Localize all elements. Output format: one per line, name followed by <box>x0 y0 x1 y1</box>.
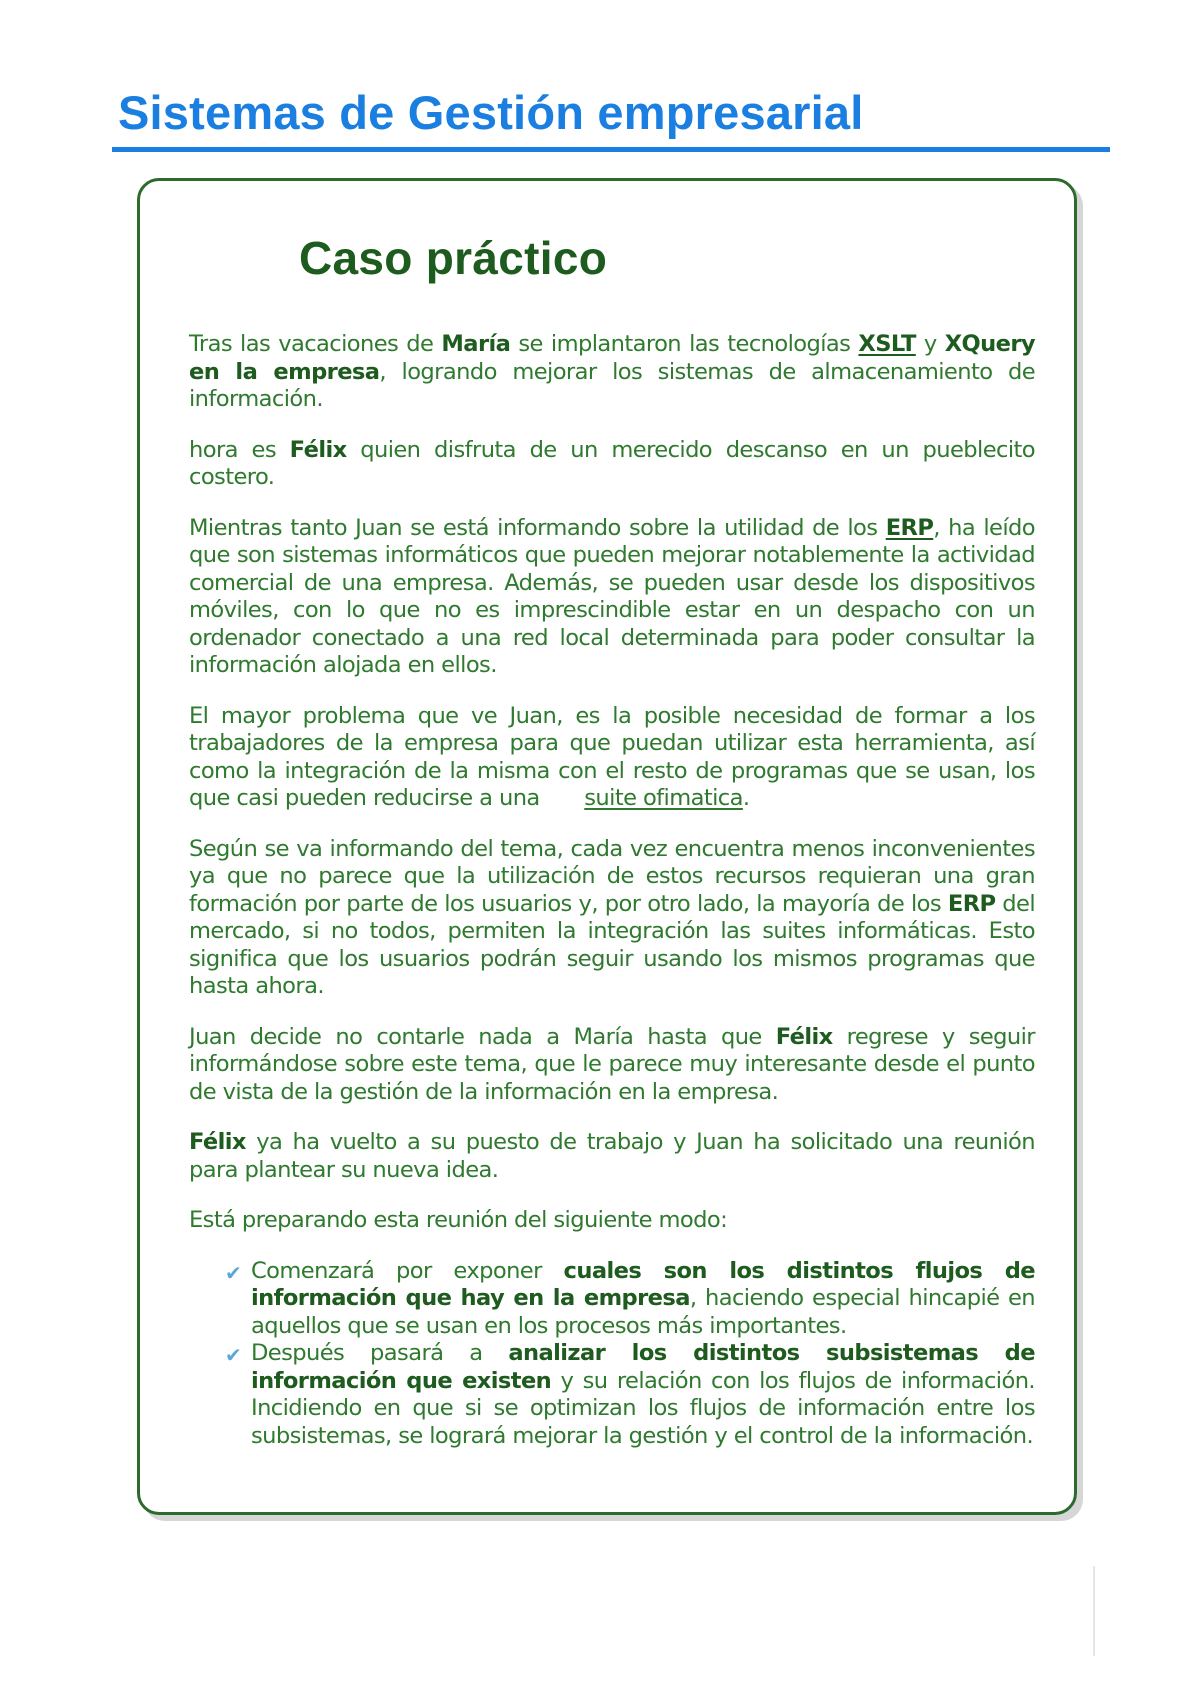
paragraph-7 <box>189 1129 1035 1184</box>
emphasis: cuales son los distintos flujos de información que hay en la empresa <box>251 1257 1036 1311</box>
page-header <box>112 82 1110 152</box>
case-title: Caso práctico <box>299 232 608 284</box>
checkmark-icon: ✔ <box>225 1343 242 1367</box>
text: y <box>915 331 945 357</box>
name-maria: María <box>441 331 511 357</box>
name-felix: Félix <box>189 1129 246 1155</box>
text: Según se va informando del tema, cada vez encuentra menos inconvenientes ya que no parece que la utilización de estos recursos requieran una gran formación por parte de los usuarios y, por otro lado, la mayoría de los <box>189 835 1035 917</box>
text: hora es <box>189 436 290 463</box>
term-erp: ERP <box>947 890 996 917</box>
paragraph-4 <box>189 703 1035 813</box>
paragraph-5 <box>189 836 1035 1001</box>
link-erp[interactable]: ERP <box>885 514 934 541</box>
term-xquery: XQuery en la empresa <box>189 331 1036 385</box>
bullet-list <box>189 1258 1035 1451</box>
page-edge-mark <box>1085 1566 1095 1656</box>
paragraph-8: Está preparando esta reunión del siguiente modo: <box>189 1207 728 1233</box>
text: Mientras tanto Juan se está informando sobre la utilidad de los <box>189 514 886 541</box>
text: ya ha vuelto a su puesto de trabajo y Juan ha solicitado una reunión para plantear su nueva idea. <box>189 1129 1035 1183</box>
text: El mayor problema que ve Juan, es la posible necesidad de formar a los trabajadores de la empresa para que puedan utilizar esta herramienta, así como la integración de la misma con el resto de programas que se usan, los que casi pueden reducirse a una <box>189 702 1035 811</box>
paragraph-3 <box>189 515 1035 680</box>
text: regrese y seguir informándose sobre este tema, que le parece muy interesante desde el punto de vista de la gestión de la información en la empresa. <box>189 1023 1035 1105</box>
emphasis: analizar los distintos subsistemas de información que existen <box>251 1340 1035 1394</box>
link-suite-ofimatica[interactable]: suite ofimatica <box>584 785 743 811</box>
checkmark-icon: ✔ <box>225 1260 242 1285</box>
page-title: Sistemas de Gestión empresarial <box>118 86 864 139</box>
text: y su relación con los flujos de información. Incidiendo en que si se optimizan los flujos de información entre los subsistemas, se logrará mejorar la gestión y el control de la información. <box>251 1367 1035 1449</box>
text: del mercado, si no todos, permiten la integración las suites informáticas. Esto significa que los usuarios podrán seguir usando los mismos programas que hasta ahora. <box>189 890 1036 999</box>
text: se implantaron las tecnologías <box>510 331 859 357</box>
name-felix: Félix <box>775 1023 833 1050</box>
link-xslt[interactable]: XSLT <box>858 331 916 357</box>
paragraph-6 <box>189 1024 1035 1107</box>
text: Después pasará a <box>251 1340 509 1366</box>
case-study-box <box>137 178 1077 1515</box>
text: . <box>742 785 750 811</box>
case-body <box>189 331 1035 1450</box>
list-item <box>225 1340 1035 1450</box>
paragraph-1 <box>189 331 1035 414</box>
text: Juan decide no contarle nada a María hasta que <box>189 1023 776 1050</box>
paragraph-2 <box>189 437 1035 492</box>
text: , haciendo especial hincapié en aquellos que se usan en los procesos más importantes. <box>251 1285 1036 1339</box>
text: quien disfruta de un merecido descanso en un pueblecito costero. <box>189 436 1035 490</box>
list-item <box>225 1257 1036 1341</box>
header-rule <box>112 147 1110 152</box>
text: , logrando mejorar los sistemas de almacenamiento de información. <box>189 358 1035 412</box>
text: , ha leído que son sistemas informáticos que pueden mejorar notablemente la actividad comercial de una empresa. Además, se pueden usar desde los dispositivos móviles, con lo que no es imprescindible estar en un despacho con un ordenador conectado a una red local determinada para poder consultar la información alojada en ellos. <box>189 514 1035 678</box>
name-felix: Félix <box>289 436 347 463</box>
text: Tras las vacaciones de <box>189 331 442 357</box>
text: Comenzará por exponer <box>251 1257 564 1284</box>
